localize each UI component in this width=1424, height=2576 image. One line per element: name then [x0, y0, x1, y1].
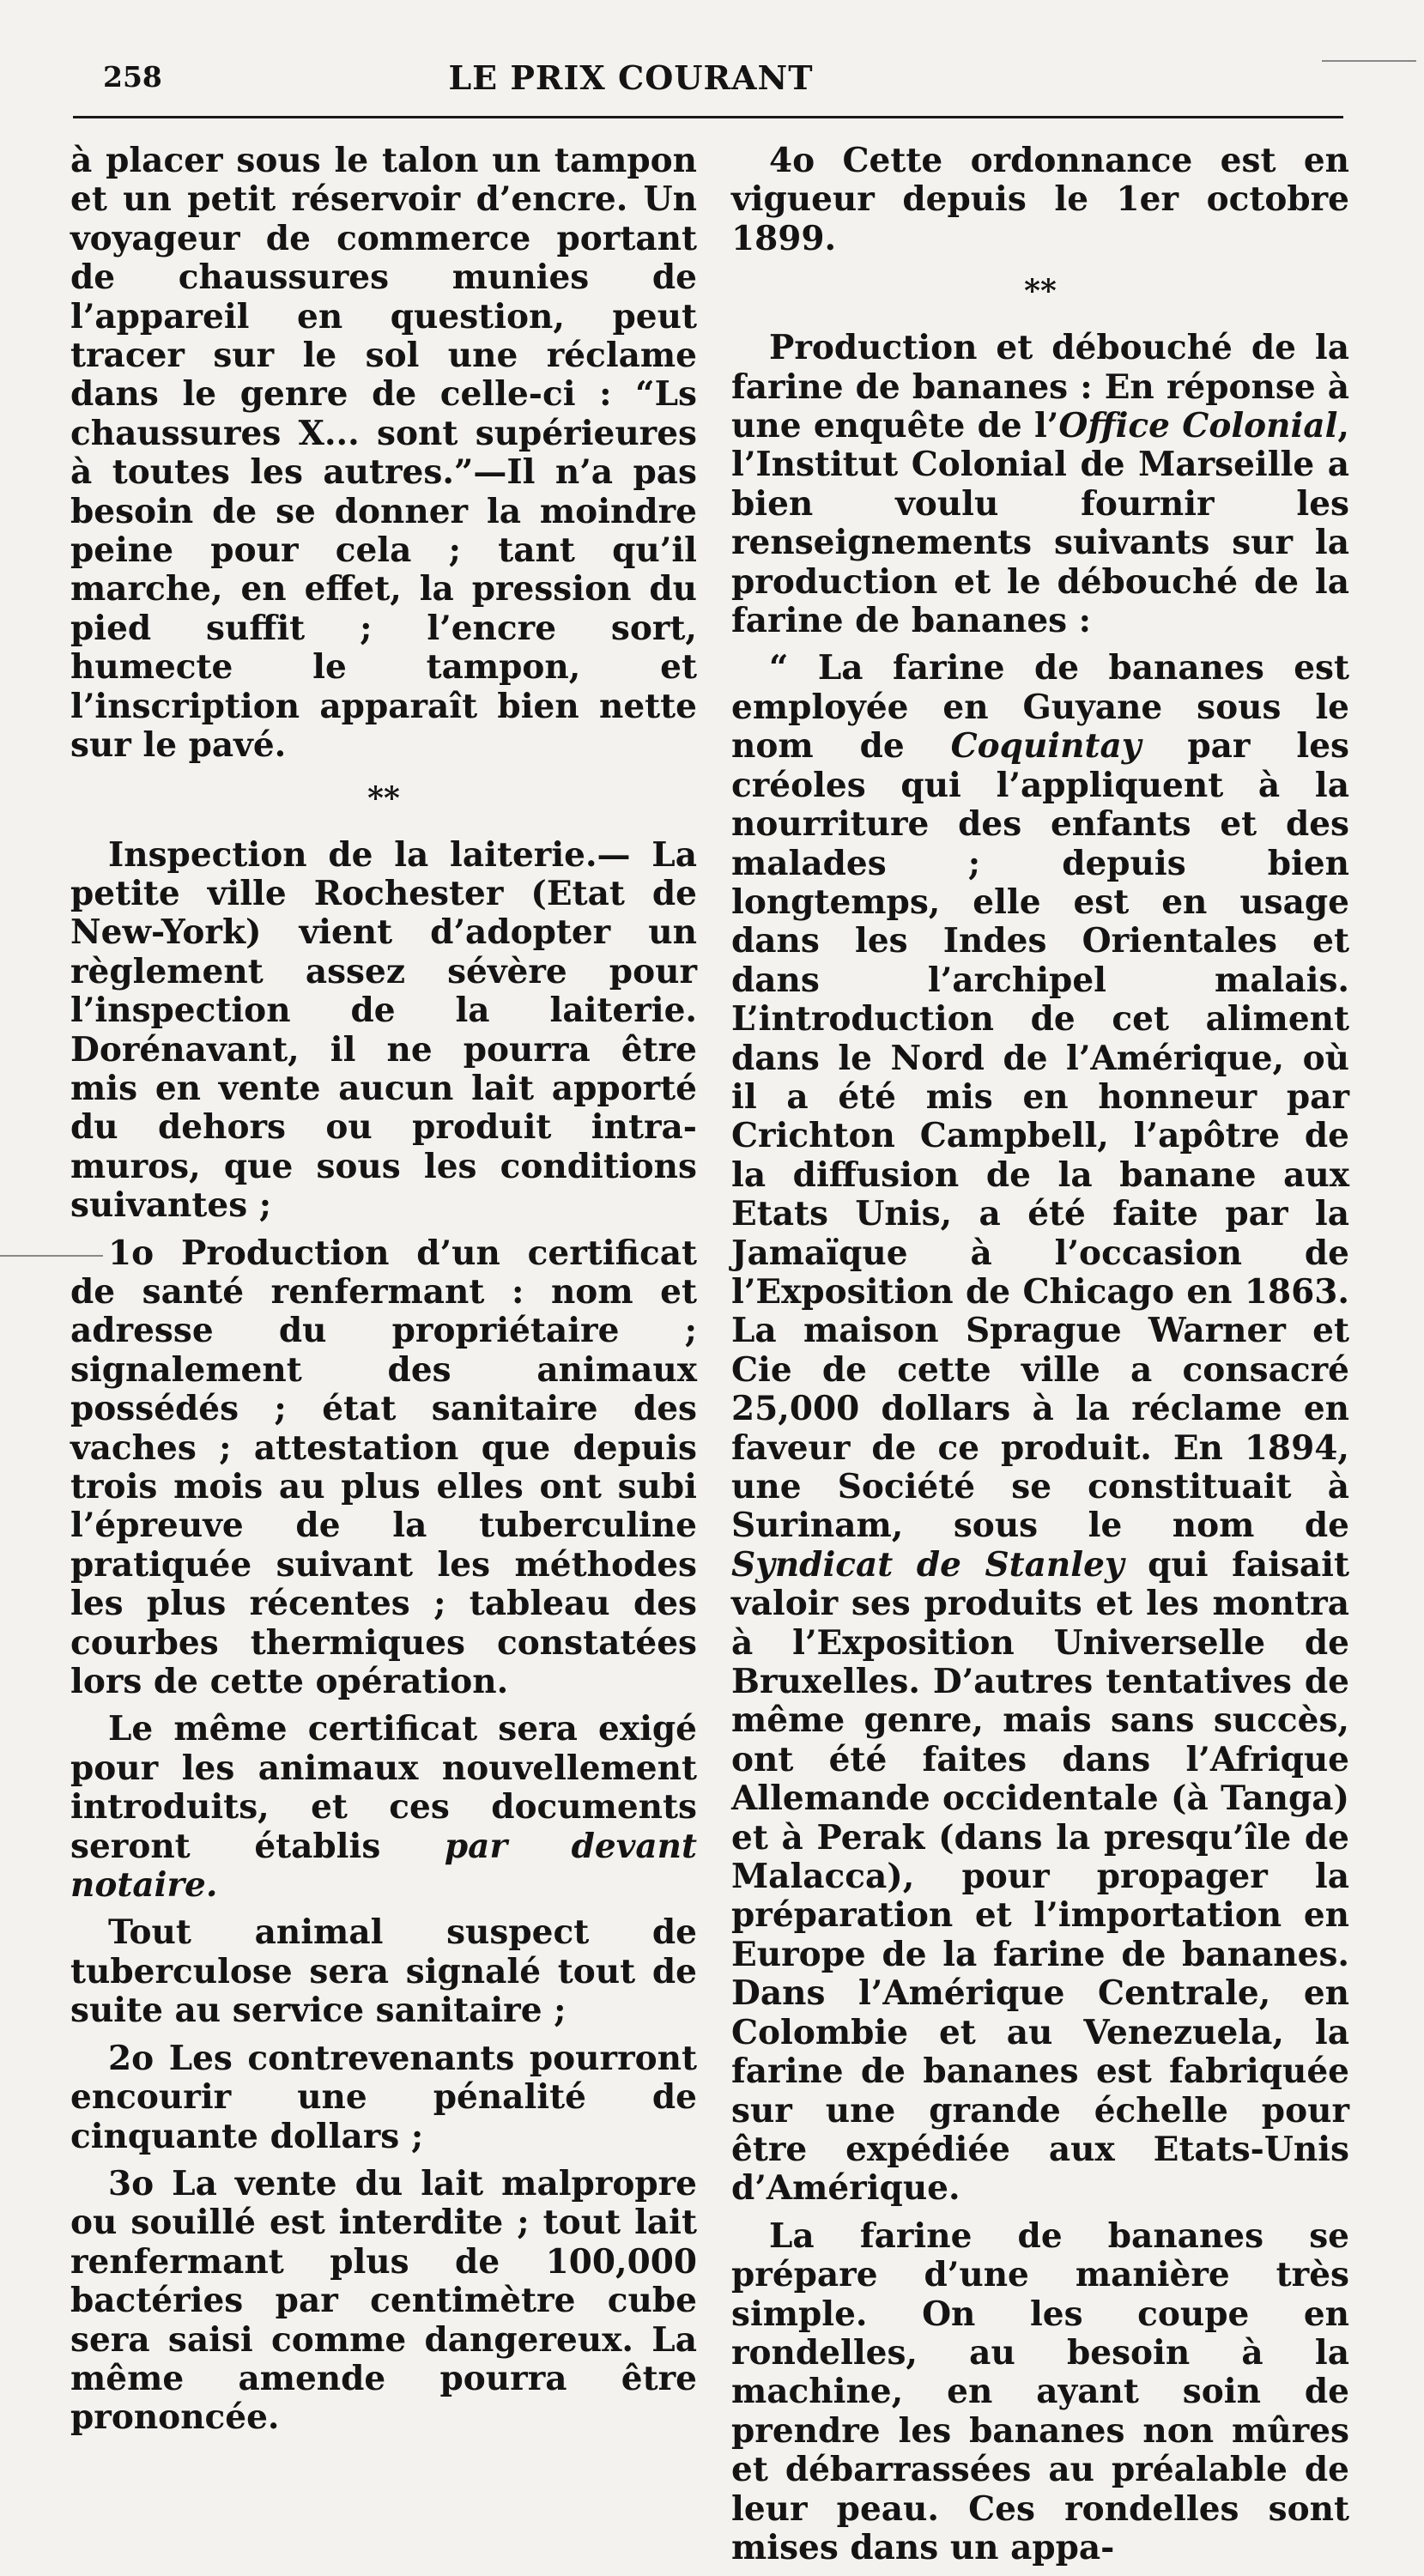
- coquintay: Coquintay: [950, 726, 1142, 767]
- paragraph-condition-3: 3o La vente du lait malpropre ou souillé est interdite ; tout lait renfermant plus de 100,000 bactéries par centimètre cube sera saisi comme dangereux. La même amende pourra être prononcée.: [70, 2163, 697, 2438]
- certificate-text: Le même certificat sera exigé pour les animaux nouvellement introduits, et ces documents seront établis: [70, 1709, 697, 1866]
- banana-intro-a: Production et débouché de la farine de bananes : En réponse à une enquête de l’: [731, 328, 1349, 446]
- banana-history-a: “ La farine de bananes est employée en Guyane sous le nom de: [731, 648, 1349, 767]
- print-artifact-line-top: [1322, 60, 1416, 62]
- banana-intro-b: , l’Institut Colonial de Marseille a bien voulu fournir les renseignements suivants sur la production et le débouché de la farine de bananes :: [731, 406, 1349, 641]
- paragraph-banana-flour-intro: [731, 329, 1349, 640]
- paragraph-banana-history: [731, 649, 1349, 2208]
- syndicat-de-stanley: Syndicat de Stanley: [731, 1544, 1124, 1585]
- header-rule: [73, 116, 1343, 118]
- section-separator: **: [367, 779, 400, 816]
- page-number: 258: [103, 60, 162, 94]
- left-column: [70, 142, 697, 2446]
- right-column: [731, 142, 1349, 2576]
- page-header: [82, 53, 1352, 105]
- paragraph-shoe-advert: à placer sous le talon un tampon et un petit réservoir d’encre. Un voyageur de commerce portant de chaussures munies de l’appareil en question, peut tracer sur le sol une réclame dans le genre de celle-ci : “Ls chaussures X... sont supérieures à toutes les autres.”—Il n’a pas besoin de se donner la moindre peine pour cela ; tant qu’il marche, en effet, la pression du pied suffit ; l’encre sort, humecte le tampon, et l’inscription apparaît bien nette sur le pavé.: [70, 141, 697, 766]
- paragraph-certificate: [70, 1710, 697, 1905]
- paragraph-dairy-inspection: Inspection de la laiterie.— La petite ville Rochester (Etat de New-York) vient d’adopter un règlement assez sévère pour l’inspection de la laiterie. Dorénavant, il ne pourra être mis en vente aucun lait apporté du dehors ou produit intra-muros, que sous les conditions suivantes ;: [70, 834, 697, 1226]
- paragraph-banana-preparation: La farine de bananes se prépare d’une manière très simple. On les coupe en rondelles, au besoin à la machine, en ayant soin de prendre les bananes non mûres et débarrassées au préalable de leur peau. Ces rondelles sont mises dans un appa-: [731, 2215, 1349, 2567]
- office-colonial: Office Colonial: [1058, 406, 1338, 446]
- paragraph-condition-2: 2o Les contrevenants pourront encourir une pénalité de cinquante dollars ;: [70, 2038, 697, 2156]
- running-title: LE PRIX COURANT: [448, 58, 814, 97]
- paragraph-condition-4: 4o Cette ordonnance est en vigueur depuis le 1er octobre 1899.: [731, 141, 1349, 258]
- paragraph-suspect-animal: Tout animal suspect de tuberculose sera signalé tout de suite au service sanitaire ;: [70, 1912, 697, 2031]
- paragraph-condition-1: 1o Production d’un certificat de santé renfermant : nom et adresse du propriétaire ; signalement des animaux possédés ; état sanitaire des vaches ; attestation que depuis trois mois au plus elles ont subi l’épreuve de la tuberculine pratiquée suivant les méthodes les plus récentes ; tableau des courbes thermiques constatées lors de cette opération.: [70, 1233, 697, 1702]
- print-artifact-line: [0, 1255, 103, 1257]
- banana-history-c: qui faisait valoir ses produits et les montra à l’Exposition Universelle de Bruxelles. D’autres tentatives de même genre, mais sans succès, ont été faites dans l’Afrique Allemande occidentale (à Tanga) et à Perak (dans la presqu’île de Malacca), pour propager la préparation et l’importation en Europe de la farine de bananes. Dans l’Amérique Centrale, en Colombie et au Venezuela, la farine de bananes est fabriquée sur une grande échelle pour être expédiée aux Etats-Unis d’Amérique.: [731, 1544, 1349, 2209]
- certificate-notary: par devant notaire.: [70, 1826, 697, 1906]
- banana-history-b: par les créoles qui l’appliquent à la nourriture des enfants et des malades ; depuis bien longtemps, elle est en usage dans les Indes Orientales et dans l’archipel malais. L’introduction de cet aliment dans le Nord de l’Amérique, où il a été mis en honneur par Crichton Campbell, l’apôtre de la diffusion de la banane aux Etats Unis, a été faite par la Jamaïque à l’occasion de l’Exposition de Chicago en 1863. La maison Sprague Warner et Cie de cette ville a consacré 25,000 dollars à la réclame en faveur de ce produit. En 1894, une Société se constituait à Surinam, sous le nom de: [731, 726, 1349, 1546]
- section-separator-right: **: [1024, 273, 1057, 310]
